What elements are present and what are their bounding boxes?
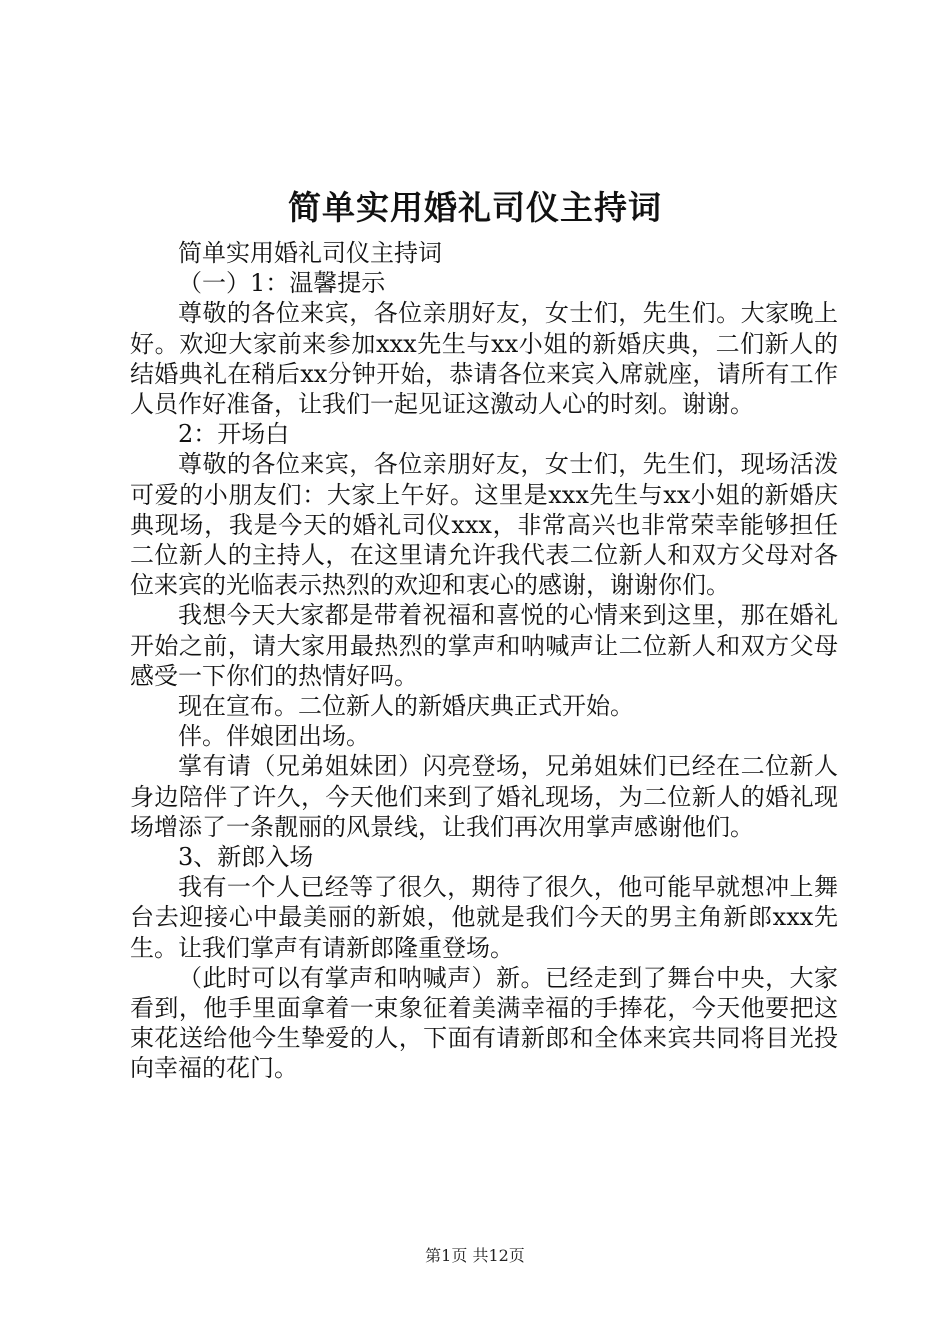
paragraph-heading-2: 2：开场白 <box>178 420 290 449</box>
paragraph-heading-3: 3、新郎入场 <box>178 843 314 872</box>
document-body <box>130 238 838 1084</box>
paragraph-subtitle: 简单实用婚礼司仪主持词 <box>178 239 442 267</box>
paragraph: 现在宣布。二位新人的新婚庆典正式开始。 <box>178 692 634 721</box>
paragraph: 掌有请（兄弟姐妹团）闪亮登场，兄弟姐妹们已经在二位新人身边陪伴了许久，今天他们来到了婚礼现场，为二位新人的婚礼现场增添了一条靓丽的风景线，让我们再次用掌声感谢他们。 <box>130 752 838 841</box>
document-title: 简单实用婚礼司仪主持词 <box>288 188 662 227</box>
paragraph: 尊敬的各位来宾，各位亲朋好友，女士们，先生们。大家晚上好。欢迎大家前来参加xxx先生与xx小姐的新婚庆典，二们新人的结婚典礼在稍后xx分钟开始，恭请各位来宾入席就座，请所有工作人员作好准备，让我们一起见证这激动人心的时刻。谢谢。 <box>130 299 838 419</box>
page-footer: 第1页 共12页 <box>425 1246 525 1265</box>
paragraph: 我有一个人已经等了很久，期待了很久，他可能早就想冲上舞台去迎接心中最美丽的新娘，他就是我们今天的男主角新郎xxx先生。让我们掌声有请新郎隆重登场。 <box>130 873 838 962</box>
paragraph: 我想今天大家都是带着祝福和喜悦的心情来到这里，那在婚礼开始之前，请大家用最热烈的掌声和呐喊声让二位新人和双方父母感受一下你们的热情好吗。 <box>130 601 838 690</box>
paragraph: 伴。伴娘团出场。 <box>178 722 370 751</box>
paragraph-heading-1: （一）1：温馨提示 <box>178 269 386 298</box>
paragraph: （此时可以有掌声和呐喊声）新。已经走到了舞台中央，大家看到，他手里面拿着一束象征着美满幸福的手捧花，今天他要把这束花送给他今生挚爱的人，下面有请新郎和全体来宾共同将目光投向幸福的花门。 <box>130 963 838 1083</box>
paragraph: 尊敬的各位来宾，各位亲朋好友，女士们，先生们，现场活泼可爱的小朋友们：大家上午好。这里是xxx先生与xx小姐的新婚庆典现场，我是今天的婚礼司仪xxx，非常高兴也非常荣幸能够担任二位新人的主持人，在这里请允许我代表二位新人和双方父母对各位来宾的光临表示热烈的欢迎和衷心的感谢，谢谢你们。 <box>130 450 838 600</box>
